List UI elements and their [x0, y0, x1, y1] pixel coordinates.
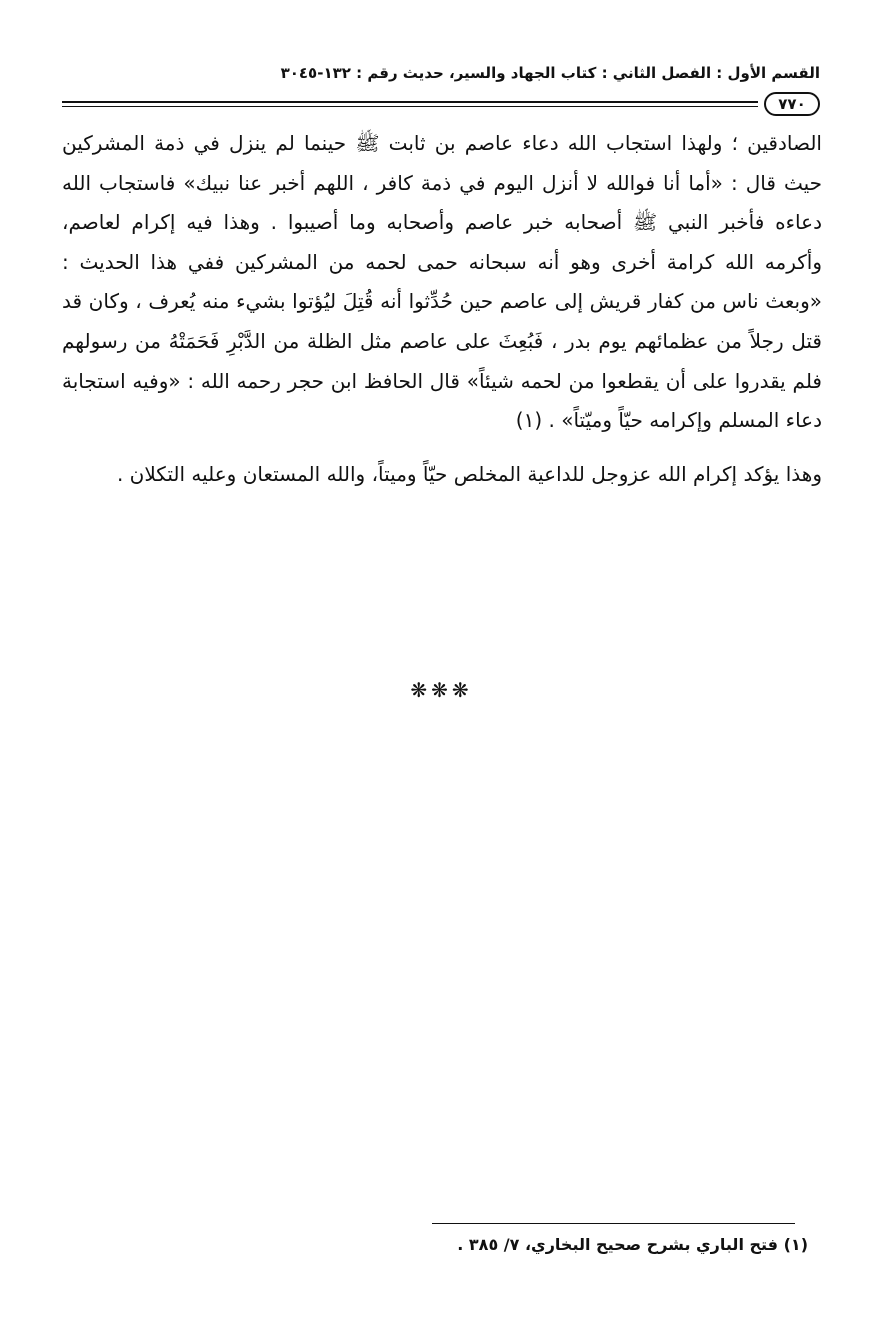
page-number: ٧٧٠ — [764, 92, 820, 116]
footnote-rule — [432, 1223, 795, 1224]
running-header: القسم الأول : الفصل الثاني : كتاب الجهاد والسير، حديث رقم : ١٣٢-٣٠٤٥ — [280, 64, 820, 82]
footnote: (١) فتح الباري بشرح صحيح البخاري، ٧/ ٣٨٥ . — [457, 1235, 808, 1254]
header-rule-line-thin — [62, 106, 758, 107]
paragraph-2: وهذا يؤكد إكرام الله عزوجل للداعية المخلص حيّاً وميتاً، والله المستعان وعليه التكلان . — [116, 461, 822, 486]
header-rule-line — [62, 101, 758, 103]
header-rule — [62, 92, 820, 118]
body-text — [62, 124, 822, 494]
paragraph-1: الصادقين ؛ ولهذا استجاب الله دعاء عاصم بن ثابت ﷺ حينما لم ينزل في ذمة المشركين حيث قال : «أما أنا فوالله لا أنزل اليوم في ذمة كافر ، اللهم أخبر عنا نبيك» فاستجاب الله دعاءه فأخبر النبي ﷺ أصحابه خبر عاصم وأصحابه وما أصيبوا . وهذا فيه إكرام لعاصم، وأكرمه الله كرامة أخرى وهو أنه سبحانه حمى لحمه من المشركين ففي هذا الحديث : «وبعث ناس من كفار قريش إلى عاصم حين حُدِّثوا أنه قُتِلَ ليُؤتوا بشيء منه يُعرف ، وكان قد قتل رجلاً من عظمائهم يوم بدر ، فَبُعِثَ على عاصم مثل الظلة من الدَّبْرِ فَحَمَتْهُ من رسولهم فلم يقدروا على أن يقطعوا من لحمه شيئاً» قال الحافظ ابن حجر رحمه الله : «وفيه استجابة دعاء المسلم وإكرامه حيّاً وميّتاً» . (١) — [62, 131, 822, 433]
section-separator: ❋❋❋ — [410, 678, 473, 702]
